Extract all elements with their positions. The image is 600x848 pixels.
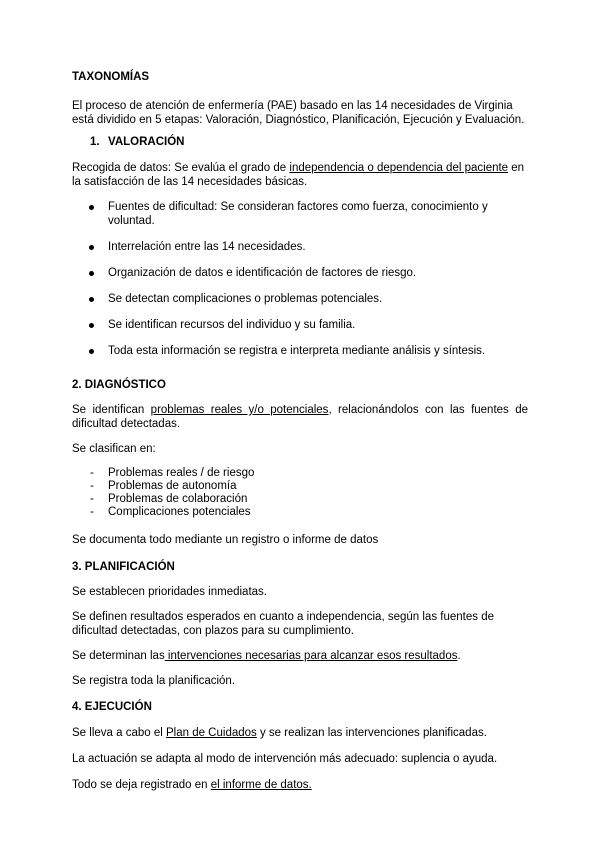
planificacion-p3-before: Se determinan las bbox=[72, 650, 165, 662]
bullet-text: Interrelación entre las 14 necesidades. bbox=[108, 241, 306, 253]
bullet-icon bbox=[89, 297, 94, 302]
bullet-item bbox=[72, 318, 528, 332]
bullet-item bbox=[72, 266, 528, 280]
dash-marker: - bbox=[90, 467, 94, 479]
bullet-icon bbox=[89, 205, 94, 210]
valoracion-heading bbox=[90, 135, 528, 149]
bullet-icon bbox=[89, 323, 94, 328]
ejecucion-p3-before: Todo se deja registrado en bbox=[72, 779, 211, 791]
list-item bbox=[72, 506, 528, 519]
bullet-text: Toda esta información se registra e interpreta mediante análisis y síntesis. bbox=[108, 345, 486, 357]
list-item-text: Complicaciones potenciales bbox=[108, 506, 251, 518]
bullet-icon bbox=[89, 245, 94, 250]
bullet-item bbox=[72, 200, 528, 228]
document-title: TAXONOMÍAS bbox=[72, 71, 150, 83]
dash-marker: - bbox=[90, 480, 94, 492]
bullet-icon bbox=[89, 271, 94, 276]
ejecucion-p1-before: Se lleva a cabo el bbox=[72, 727, 166, 739]
planificacion-heading: 3. PLANIFICACIÓN bbox=[72, 561, 175, 573]
diagnostico-paragraph bbox=[72, 403, 528, 431]
diagnostico-text-before: Se identifican bbox=[72, 404, 151, 416]
bullet-icon bbox=[89, 349, 94, 354]
diagnostico-classify-label: Se clasifican en: bbox=[72, 443, 156, 455]
list-item bbox=[72, 493, 528, 506]
list-item-text: Problemas reales / de riesgo bbox=[108, 467, 255, 479]
list-item-text: Problemas de colaboración bbox=[108, 493, 248, 505]
ejecucion-p1-after: y se realizan las intervenciones planificadas. bbox=[256, 727, 487, 739]
planificacion-paragraph-3 bbox=[72, 649, 528, 663]
planificacion-paragraph-4: Se registra toda la planificación. bbox=[72, 675, 236, 687]
valoracion-text-underlined: independencia o dependencia del paciente bbox=[289, 162, 509, 174]
ejecucion-p3-underlined: el informe de datos. bbox=[210, 779, 312, 791]
valoracion-text-after: en la satisfacción de las 14 necesidades básicas. bbox=[72, 162, 525, 188]
bullet-item bbox=[72, 344, 528, 358]
diagnostico-text-after: , relacionándolos con las fuentes de dificultad detectadas. bbox=[72, 404, 528, 430]
bullet-item bbox=[72, 240, 528, 254]
dash-marker: - bbox=[90, 506, 94, 518]
document-content bbox=[72, 70, 528, 792]
dash-marker: - bbox=[90, 493, 94, 505]
ejecucion-paragraph-2: La actuación se adapta al modo de intervención más adecuado: suplencia o ayuda. bbox=[72, 753, 498, 765]
planificacion-p3-after: . bbox=[457, 650, 461, 662]
valoracion-bullet-list bbox=[72, 200, 528, 358]
planificacion-paragraph-1: Se establecen prioridades inmediatas. bbox=[72, 586, 267, 598]
diagnostico-dash-list bbox=[72, 467, 528, 519]
planificacion-p3-underlined: intervenciones necesarias para alcanzar esos resultados bbox=[164, 650, 458, 662]
valoracion-paragraph bbox=[72, 161, 528, 189]
valoracion-number: 1. bbox=[90, 136, 100, 148]
bullet-text: Fuentes de dificultad: Se consideran factores como fuerza, conocimiento y voluntad. bbox=[108, 201, 488, 227]
ejecucion-p1-underlined: Plan de Cuidados bbox=[165, 727, 257, 739]
ejecucion-paragraph-1 bbox=[72, 726, 528, 740]
bullet-text: Organización de datos e identificación de factores de riesgo. bbox=[108, 267, 417, 279]
list-item-text: Problemas de autonomía bbox=[108, 480, 237, 492]
diagnostico-heading: 2. DIAGNÓSTICO bbox=[72, 379, 166, 391]
intro-paragraph: El proceso de atención de enfermería (PAE) basado en las 14 necesidades de Virginia está dividido en 5 etapas: Valoración, Diagnóstico, Planificación, Ejecución y Evaluación. bbox=[72, 100, 525, 126]
bullet-text: Se identifican recursos del individuo y su familia. bbox=[108, 319, 356, 331]
list-item bbox=[72, 480, 528, 493]
planificacion-paragraph-2: Se definen resultados esperados en cuanto a independencia, según las fuentes de dificultad detectadas, con plazos para su cumplimiento. bbox=[72, 611, 494, 637]
bullet-text: Se detectan complicaciones o problemas potenciales. bbox=[108, 293, 383, 305]
list-item bbox=[72, 467, 528, 480]
diagnostico-text-underlined: problemas reales y/o potenciales bbox=[150, 404, 329, 416]
valoracion-heading-text: VALORACIÓN bbox=[108, 136, 185, 148]
valoracion-text-before: Recogida de datos: Se evalúa el grado de bbox=[72, 162, 290, 174]
ejecucion-heading: 4. EJECUCIÓN bbox=[72, 701, 152, 713]
bullet-item bbox=[72, 292, 528, 306]
diagnostico-closing: Se documenta todo mediante un registro o informe de datos bbox=[72, 534, 379, 546]
ejecucion-paragraph-3 bbox=[72, 778, 528, 792]
